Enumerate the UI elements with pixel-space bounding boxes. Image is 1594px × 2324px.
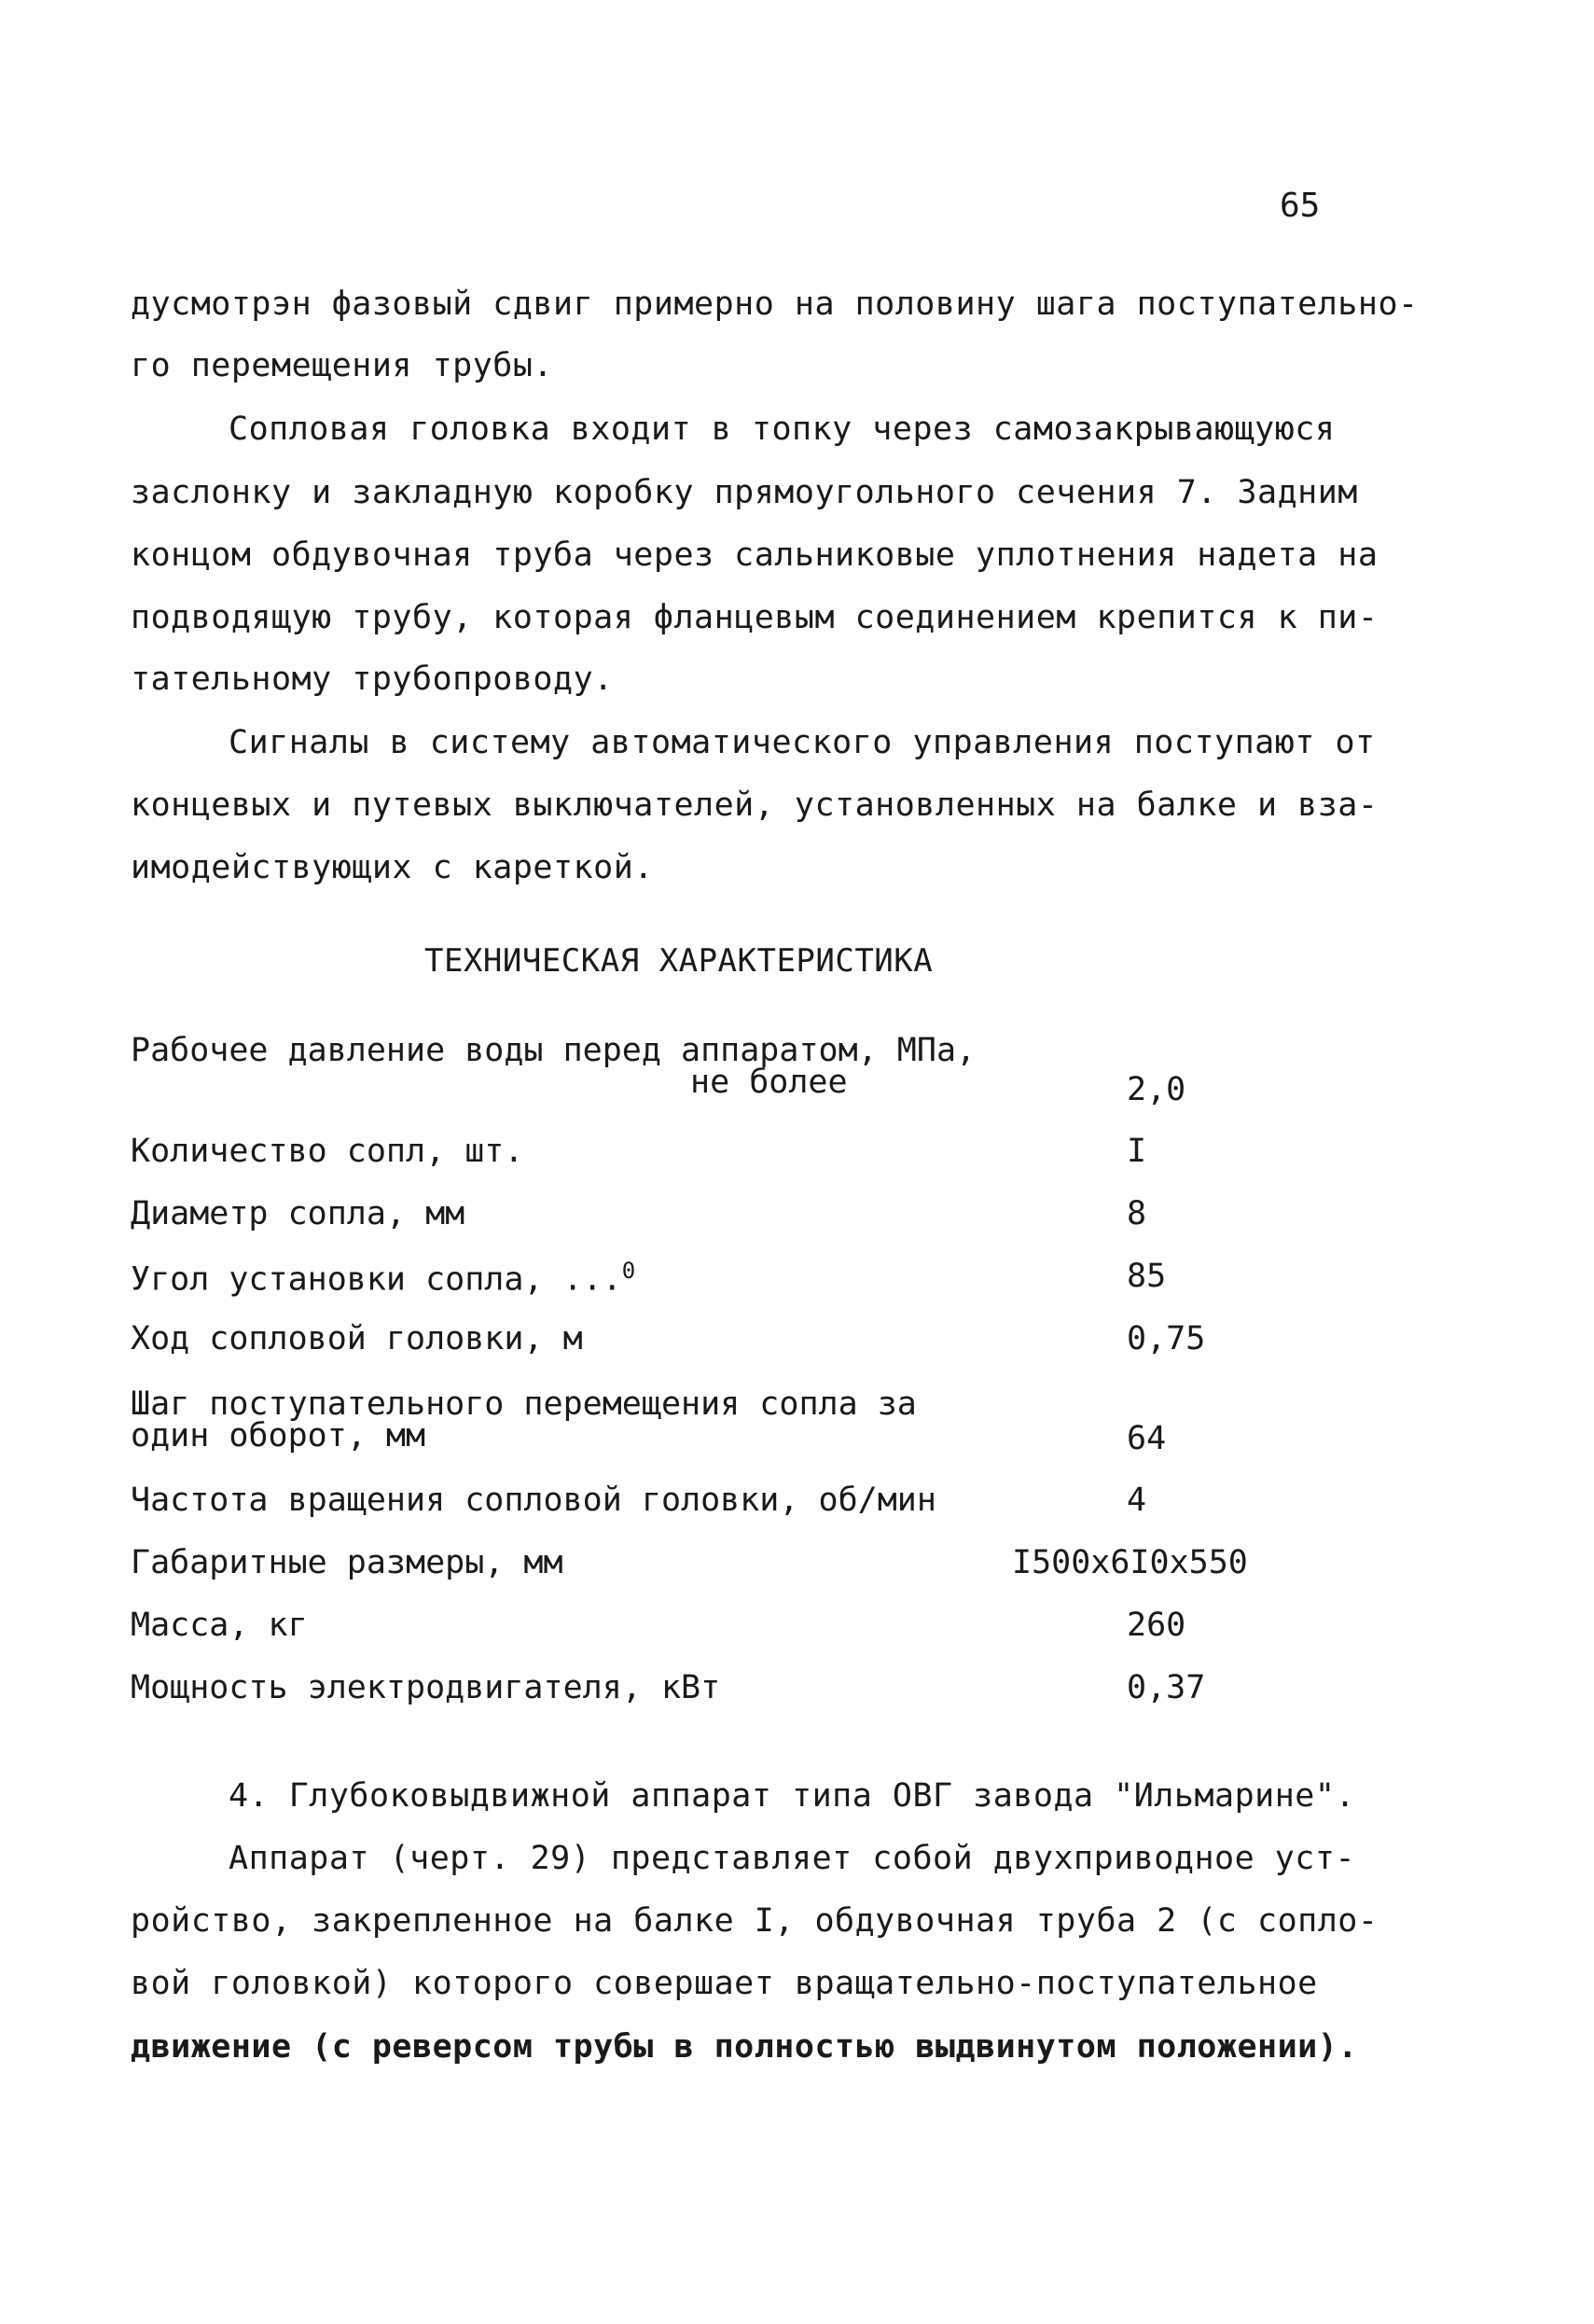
paragraph2-line-1: Сопловая головка входит в топку через самозакрывающуюся bbox=[229, 411, 1336, 448]
spec-label: Шаг поступательного перемещения сопла за bbox=[131, 1385, 917, 1423]
paragraph1-line-1: дусмотрэн фазовый сдвиг примерно на половину шага поступательно- bbox=[131, 285, 1419, 323]
paragraph4-line-5: движение (с реверсом трубы в полностью выдвинутом положении). bbox=[131, 2028, 1358, 2066]
spec-label: Мощность электродвигателя, кВт bbox=[131, 1669, 721, 1706]
spec-label bbox=[131, 1258, 635, 1299]
spec-label: Количество сопл, шт. bbox=[131, 1133, 524, 1170]
paragraph4-line-3: ройство, закрепленное на балке I, обдувочная труба 2 (с сопло- bbox=[131, 1902, 1379, 1940]
spec-value: 4 bbox=[1127, 1482, 1147, 1519]
paragraph4-line-1: 4. Глубоковыдвижной аппарат типа ОВГ завода "Ильмарине". bbox=[229, 1777, 1356, 1815]
spec-value: I500x6I0x550 bbox=[1012, 1544, 1248, 1581]
spec-value: 64 bbox=[1127, 1420, 1167, 1457]
spec-label: Рабочее давление воды перед аппаратом, МПа, bbox=[131, 1032, 977, 1069]
paragraph4-line-4: вой головкой) которого совершает вращательно-поступательное bbox=[131, 1965, 1318, 2002]
spec-label: Габаритные размеры, мм bbox=[131, 1544, 563, 1581]
spec-value: 260 bbox=[1127, 1607, 1186, 1644]
paragraph4-line-2: Аппарат (черт. 29) представляет собой двухприводное уст- bbox=[229, 1840, 1356, 1877]
spec-value: 0,37 bbox=[1127, 1669, 1206, 1706]
paragraph1-line-2: го перемещения трубы. bbox=[131, 347, 554, 384]
spec-value: 8 bbox=[1127, 1195, 1147, 1232]
paragraph2-line-4: подводящую трубу, которая фланцевым соединением крепится к пи- bbox=[131, 599, 1379, 636]
spec-sub-label: один оборот, мм bbox=[131, 1417, 426, 1454]
spec-sub-label: не более bbox=[690, 1064, 848, 1101]
paragraph3-line-3: имодействующих с кареткой. bbox=[131, 849, 654, 886]
spec-label: Частота вращения сопловой головки, об/мин bbox=[131, 1482, 936, 1519]
spec-label: Масса, кг bbox=[131, 1607, 308, 1644]
paragraph2-line-5: тательному трубопроводу. bbox=[131, 661, 614, 698]
paragraph3-line-1: Сигналы в систему автоматического управления поступают от bbox=[229, 724, 1376, 761]
spec-value: 2,0 bbox=[1127, 1071, 1186, 1108]
paragraph2-line-3: концом обдувочная труба через сальниковые уплотнения надета на bbox=[131, 536, 1379, 574]
spec-value: 85 bbox=[1127, 1258, 1167, 1295]
paragraph3-line-2: концевых и путевых выключателей, установленных на балке и вза- bbox=[131, 786, 1379, 824]
spec-label-text: Угол установки сопла, ... bbox=[131, 1260, 622, 1299]
section-heading: ТЕХНИЧЕСКАЯ ХАРАКТЕРИСТИКА bbox=[424, 942, 934, 980]
spec-label: Ход сопловой головки, м bbox=[131, 1320, 583, 1357]
paragraph2-line-2: заслонку и закладную коробку прямоугольного сечения 7. Задним bbox=[131, 474, 1358, 511]
degree-superscript: 0 bbox=[621, 1258, 636, 1284]
spec-label: Диаметр сопла, мм bbox=[131, 1195, 465, 1232]
spec-value: 0,75 bbox=[1127, 1320, 1206, 1357]
page-number: 65 bbox=[1280, 187, 1321, 225]
spec-value: I bbox=[1127, 1133, 1147, 1170]
